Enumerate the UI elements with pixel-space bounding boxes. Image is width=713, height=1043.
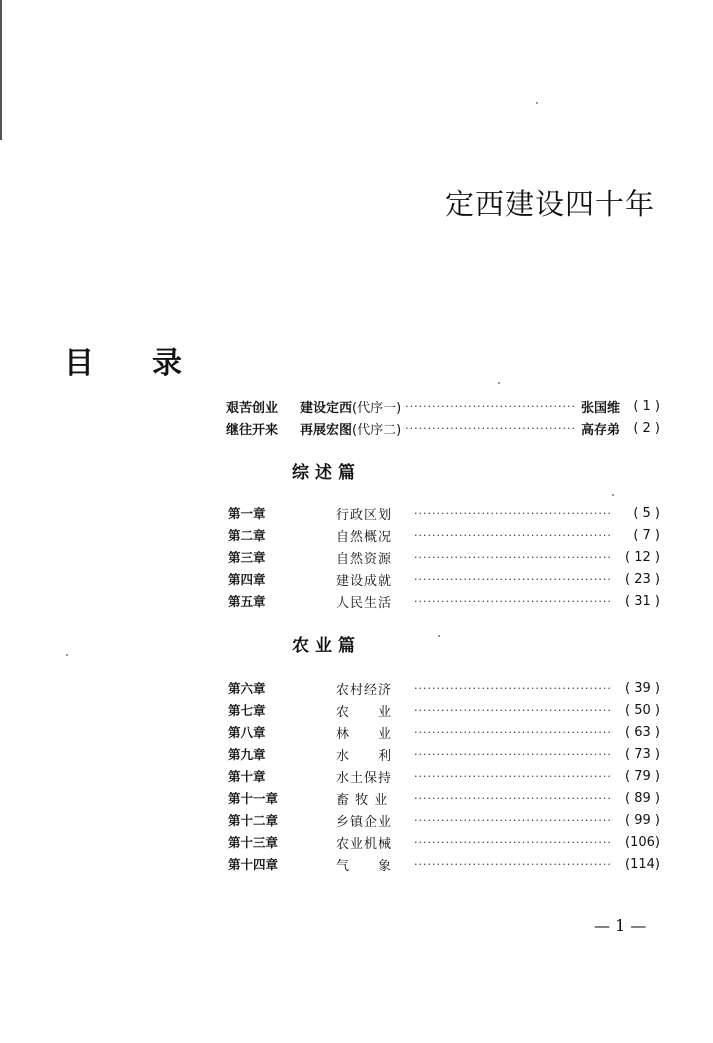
preface-lead: 艰苦创业 [226, 400, 279, 416]
dot-leader [414, 682, 612, 695]
chapter-title: 气 象 [336, 858, 393, 874]
toc-row[interactable] [228, 722, 660, 742]
scan-speck [438, 635, 440, 637]
preface-lead: 继往开来 [226, 422, 279, 438]
chapter-number: 第六章 [228, 681, 266, 696]
dot-leader [414, 529, 612, 542]
scan-speck [498, 382, 500, 384]
toc-row[interactable] [228, 569, 660, 589]
section-title: 农业篇 [292, 636, 361, 656]
chapter-title: 水土保持 [336, 770, 393, 786]
chapter-number: 第七章 [228, 703, 266, 718]
chapter-number: 第十二章 [228, 813, 279, 828]
preface-entry[interactable] [226, 396, 660, 416]
dot-leader [414, 814, 612, 827]
page-ref: ( 63 ) [625, 724, 660, 740]
page-ref: ( 79 ) [625, 768, 660, 784]
preface-author: 张国维 [580, 400, 620, 416]
page-number: — 1 — [594, 916, 647, 935]
toc-row[interactable] [228, 788, 660, 808]
preface-title: 建设定西(代序一) [300, 400, 402, 416]
preface-author: 高存弟 [580, 422, 620, 438]
page-ref: ( 2 ) [633, 420, 660, 436]
scan-speck [66, 654, 68, 656]
chapter-number: 第十四章 [228, 857, 279, 872]
scan-speck [612, 494, 614, 496]
section-title: 综述篇 [292, 463, 361, 483]
page-ref: (114) [625, 856, 660, 872]
dot-leader [405, 422, 577, 435]
chapter-number: 第二章 [228, 528, 266, 543]
page-ref: ( 12 ) [625, 549, 660, 565]
toc-row[interactable] [228, 678, 660, 698]
page-ref: ( 23 ) [625, 571, 660, 587]
chapter-title: 水 利 [336, 748, 393, 764]
dot-leader [414, 858, 612, 871]
chapter-title: 自然概况 [336, 529, 393, 545]
chapter-title: 行政区划 [336, 507, 393, 523]
chapter-number: 第四章 [228, 572, 266, 587]
page-ref: ( 99 ) [625, 812, 660, 828]
chapter-number: 第十一章 [228, 791, 279, 806]
chapter-title: 人民生活 [336, 595, 393, 611]
chapter-number: 第九章 [228, 747, 266, 762]
dot-leader [414, 704, 612, 717]
toc-row[interactable] [228, 810, 660, 830]
dot-leader [414, 748, 612, 761]
page-ref: ( 1 ) [633, 398, 660, 414]
toc-row[interactable] [228, 591, 660, 611]
dot-leader [414, 573, 612, 586]
preface-entry[interactable] [226, 418, 660, 438]
scan-speck [536, 102, 538, 104]
chapter-title: 林 业 [336, 726, 393, 742]
chapter-number: 第十三章 [228, 835, 279, 850]
page-ref: ( 89 ) [625, 790, 660, 806]
book-title: 定西建设四十年 [444, 187, 655, 221]
scan-edge-line [0, 0, 2, 140]
toc-heading [64, 338, 182, 382]
chapter-number: 第三章 [228, 550, 266, 565]
toc-row[interactable] [228, 766, 660, 786]
dot-leader [414, 507, 612, 520]
page-ref: ( 5 ) [633, 505, 660, 521]
chapter-title: 建设成就 [336, 573, 393, 589]
chapter-number: 第八章 [228, 725, 266, 740]
chapter-title: 农 业 [336, 704, 393, 720]
page-ref: ( 39 ) [625, 680, 660, 696]
page-ref: (106) [625, 834, 660, 850]
chapter-title: 农业机械 [336, 836, 393, 852]
chapter-number: 第十章 [228, 769, 266, 784]
dot-leader [405, 400, 577, 413]
toc-row[interactable] [228, 547, 660, 567]
toc-heading-char-2: 录 [152, 346, 182, 381]
chapter-title: 畜 牧 业 [336, 792, 389, 808]
page-ref: ( 31 ) [625, 593, 660, 609]
toc-row[interactable] [228, 525, 660, 545]
chapter-title: 乡镇企业 [336, 814, 393, 830]
toc-row[interactable] [228, 744, 660, 764]
toc-row[interactable] [228, 832, 660, 852]
toc-row[interactable] [228, 700, 660, 720]
dot-leader [414, 770, 612, 783]
dot-leader [414, 726, 612, 739]
preface-title: 再展宏图(代序二) [300, 422, 402, 438]
page-ref: ( 73 ) [625, 746, 660, 762]
chapter-number: 第一章 [228, 506, 266, 521]
toc-heading-char-1: 目 [64, 346, 94, 381]
chapter-number: 第五章 [228, 594, 266, 609]
chapter-title: 农村经济 [336, 682, 393, 698]
dot-leader [414, 792, 612, 805]
chapter-title: 自然资源 [336, 551, 393, 567]
page-ref: ( 50 ) [625, 702, 660, 718]
dot-leader [414, 551, 612, 564]
toc-row[interactable] [228, 854, 660, 874]
dot-leader [414, 595, 612, 608]
toc-row[interactable] [228, 503, 660, 523]
dot-leader [414, 836, 612, 849]
page-ref: ( 7 ) [633, 527, 660, 543]
